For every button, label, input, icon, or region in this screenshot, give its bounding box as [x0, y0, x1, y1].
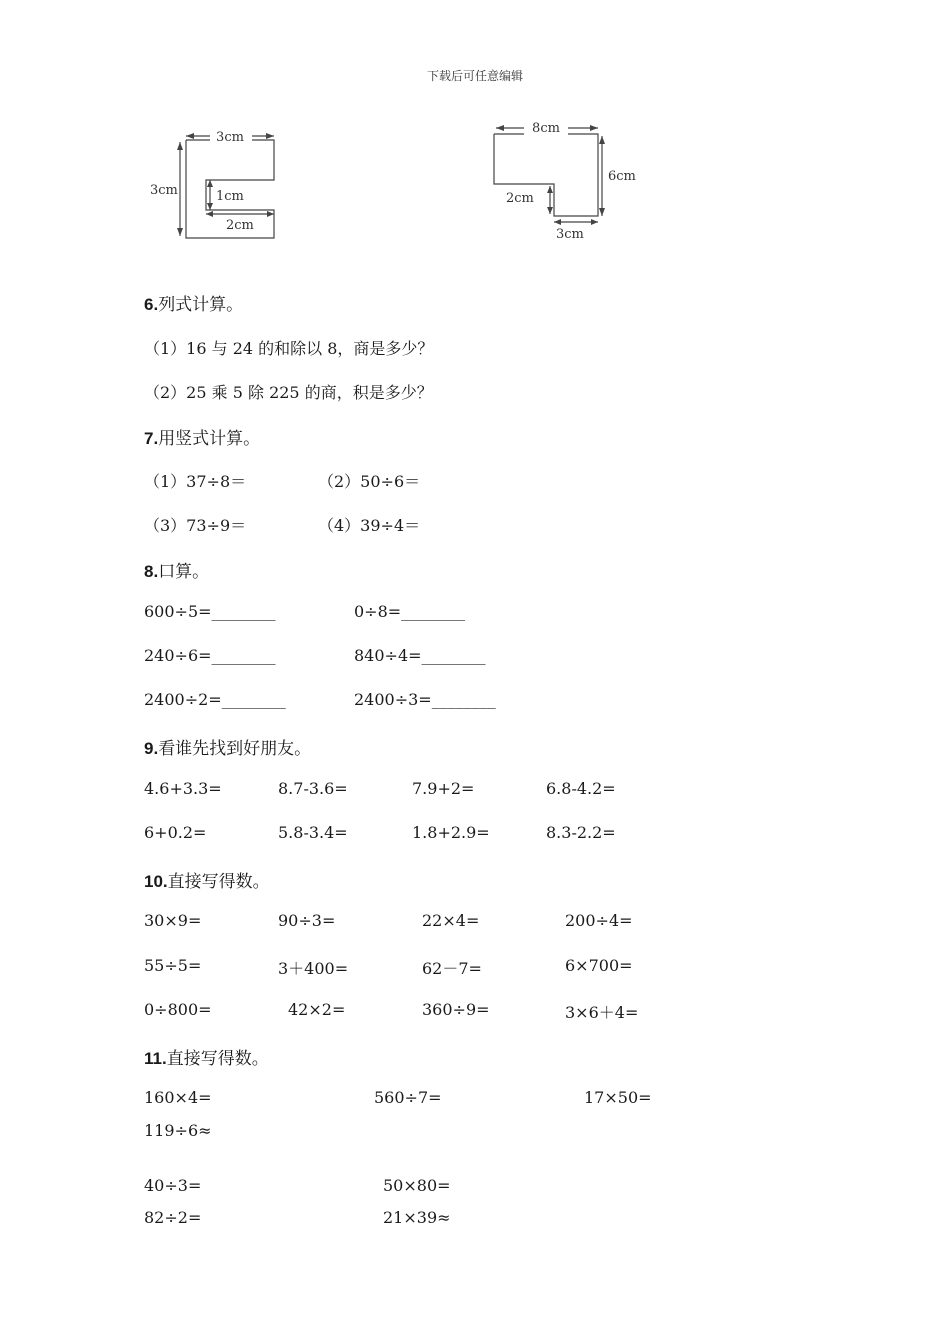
question-8-heading	[144, 557, 209, 582]
q8-item-1: 600÷5=________	[144, 602, 276, 621]
q11-item-1: 160×4=	[144, 1088, 212, 1107]
q10-item-2: 90÷3=	[278, 911, 336, 930]
figure-left-inner-height-label: 1cm	[216, 189, 244, 204]
q11-item-2: 560÷7=	[374, 1088, 442, 1107]
figure-left-top-label: 3cm	[216, 130, 244, 145]
q8-item-2: 0÷8=________	[354, 602, 466, 621]
q6-item-2: （2）25 乘 5 除 225 的商，积是多少？	[144, 383, 433, 402]
question-10-number: 10.	[144, 872, 168, 891]
question-9-title: 看谁先找到好朋友。	[158, 739, 312, 759]
q11-item-7: 82÷2=	[144, 1208, 202, 1227]
q10-item-7: 62－7=	[422, 959, 482, 978]
q11-item-5: 40÷3=	[144, 1176, 202, 1195]
question-9-number: 9.	[144, 739, 159, 758]
question-6-number: 6.	[144, 295, 159, 314]
q9-item-4: 6.8-4.2=	[546, 779, 616, 798]
q6-item-1: （1）16 与 24 的和除以 8，商是多少？	[144, 339, 434, 358]
q9-item-2: 8.7-3.6=	[278, 779, 348, 798]
q10-item-8: 6×700=	[565, 956, 633, 975]
q10-item-4: 200÷4=	[565, 911, 633, 930]
q8-item-3: 240÷6=________	[144, 646, 276, 665]
q11-item-3: 17×50=	[584, 1088, 652, 1107]
q10-item-11: 360÷9=	[422, 1000, 490, 1019]
question-7-title: 用竖式计算。	[158, 429, 261, 449]
q11-item-8: 21×39≈	[383, 1208, 451, 1227]
q8-item-4: 840÷4=________	[354, 646, 486, 665]
figure-left-side-label: 3cm	[150, 183, 178, 198]
q9-item-6: 5.8-3.4=	[278, 823, 348, 842]
q7-item-3: （3）73÷9＝	[144, 516, 247, 535]
q7-item-1: （1）37÷8＝	[144, 472, 247, 491]
question-6-heading	[144, 290, 243, 315]
figure-right-notch-height-label: 2cm	[506, 191, 534, 206]
figure-right	[490, 116, 650, 246]
question-11-number: 11.	[144, 1049, 167, 1068]
question-6-title: 列式计算。	[158, 295, 244, 315]
figure-right-side-label: 6cm	[608, 169, 636, 184]
q10-item-12: 3×6＋4=	[565, 1003, 639, 1022]
q9-item-7: 1.8+2.9=	[412, 823, 490, 842]
q8-item-5: 2400÷2=________	[144, 690, 286, 709]
q10-item-6: 3＋400=	[278, 959, 349, 978]
page-header: 下载后可任意编辑	[426, 69, 523, 83]
q11-item-6: 50×80=	[383, 1176, 451, 1195]
question-8-number: 8.	[144, 562, 159, 581]
q10-item-9: 0÷800=	[144, 1000, 212, 1019]
q10-item-1: 30×9=	[144, 911, 202, 930]
question-10-title: 直接写得数。	[167, 872, 270, 892]
figure-left-inner-width-label: 2cm	[226, 218, 254, 233]
q9-item-3: 7.9+2=	[412, 779, 475, 798]
figure-left	[140, 128, 290, 243]
question-7-number: 7.	[144, 429, 159, 448]
q7-item-2: （2）50÷6＝	[318, 472, 421, 491]
q10-item-10: 42×2=	[288, 1000, 346, 1019]
q10-item-5: 55÷5=	[144, 956, 202, 975]
q9-item-1: 4.6+3.3=	[144, 779, 222, 798]
question-9-heading	[144, 734, 311, 759]
q10-item-3: 22×4=	[422, 911, 480, 930]
figure-right-notch-width-label: 3cm	[556, 227, 584, 242]
question-7-heading	[144, 424, 260, 449]
q9-item-5: 6+0.2=	[144, 823, 207, 842]
q8-item-6: 2400÷3=________	[354, 690, 496, 709]
question-10-heading	[144, 867, 270, 892]
question-8-title: 口算。	[158, 562, 210, 582]
q9-item-8: 8.3-2.2=	[546, 823, 616, 842]
q7-item-4: （4）39÷4＝	[318, 516, 421, 535]
question-11-title: 直接写得数。	[166, 1049, 269, 1069]
figure-right-top-label: 8cm	[532, 121, 560, 136]
question-11-heading	[144, 1044, 269, 1069]
q11-item-4: 119÷6≈	[144, 1121, 212, 1140]
